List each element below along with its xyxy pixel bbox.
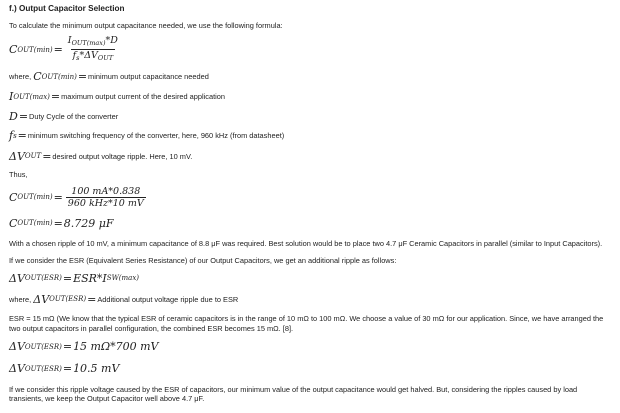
def-iout-max: I OUT(max) = maximum output current of the desired application xyxy=(9,90,226,104)
esr-definition-row: where, ΔV OUT(ESR) = Additional output voltage ripple due to ESR xyxy=(9,292,239,306)
paragraph-ripple-choice: With a chosen ripple of 10 mV, a minimum capacitance of 8.8 μF was required. Best solution would be to place two 4.7 μF Ceramic Capacitors in parallel (similar to Input Capacitors). xyxy=(9,239,603,249)
formula-cout-min: C OUT(min) = $\frac{I_{OUT(max)}*D}{f_s*\Delta V_{OUT}}$ xyxy=(9,35,118,63)
calc-fraction-row: C OUT(min) = $\frac{100 mA*0.838}{\text{960 kHz*10 mV}}$ xyxy=(9,185,144,209)
def-cout-min: where, C OUT(min) = minimum output capacitance needed xyxy=(9,70,209,84)
calc-fraction: $\frac{100 mA*0.838}{\text{960 kHz*10 mV}}$ xyxy=(67,185,144,209)
def-fs: f s = minimum switching frequency of the converter, here, 960 kHz (from datasheet) xyxy=(9,129,285,143)
def-delta-vout: ΔV OUT = desired output voltage ripple. Here, 10 mV. xyxy=(9,149,193,163)
section-title: f.) Output Capacitor Selection xyxy=(9,4,125,13)
calc-result-row: C OUT(min) = 8.729 μF xyxy=(9,216,114,230)
formula-fraction: $\frac{I_{OUT(max)}*D}{f_s*\Delta V_{OUT}}$ xyxy=(67,35,118,63)
esr-calc-row: ΔV OUT(ESR) = 15 mΩ*700 mV xyxy=(9,340,159,354)
intro-text: To calculate the minimum output capacitance needed, we use the following formula: xyxy=(9,21,283,30)
thus-text: Thus, xyxy=(9,169,28,179)
def-duty-cycle: D = Duty Cycle of the converter xyxy=(9,109,119,123)
paragraph-esr-intro: If we consider the ESR (Equivalent Series Resistance) of our Output Capacitors, we get an additional ripple as follows: xyxy=(9,255,397,265)
esr-formula-row: ΔV OUT(ESR) = ESR * I SW(max) xyxy=(9,271,139,285)
paragraph-esr-value: ESR = 15 mΩ (We know that the typical ESR of ceramic capacitors is in the range of 10 mΩ to 100 mΩ. We choose a value of 30 mΩ for our application. Since, we have arranged the two output capacitors in parallel configuration, the combined ESR becomes 15 mΩ. [8]. xyxy=(9,314,604,333)
esr-result-row: ΔV OUT(ESR) = 10.5 mV xyxy=(9,362,120,376)
paragraph-conclusion: If we consider this ripple voltage caused by the ESR of capacitors, our minimum value of the output capacitance would get halved. But, considering the ripples caused by load transients, we keep the Output Capacitor well above 4.7 μF. xyxy=(9,384,578,404)
